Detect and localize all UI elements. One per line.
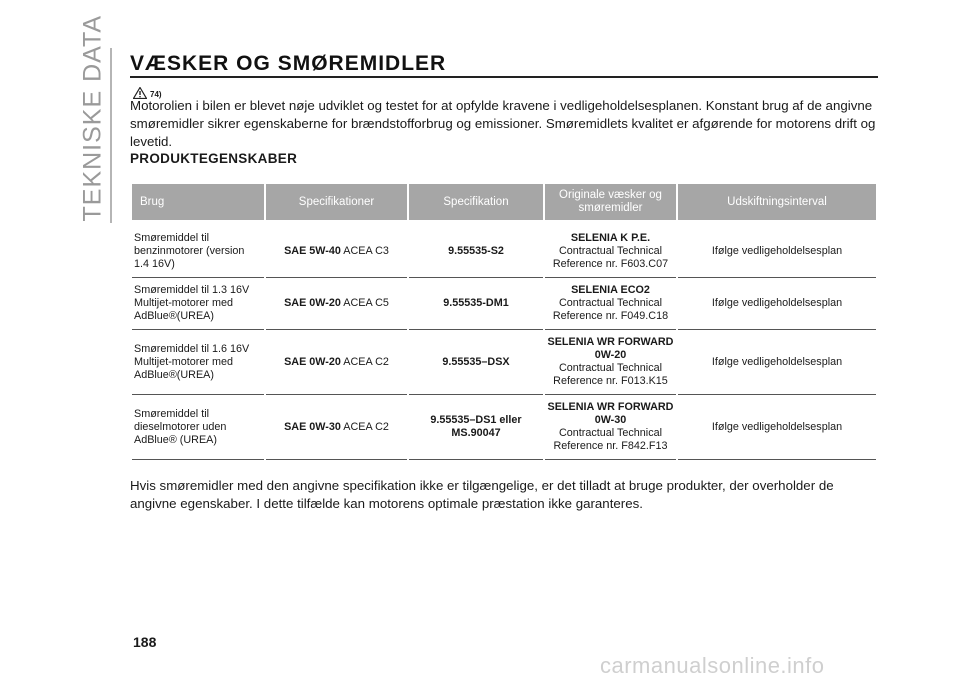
spec-sae: SAE 5W-40 — [284, 245, 341, 257]
table-row — [132, 330, 876, 395]
cell-code: 9.55535-DM1 — [409, 278, 543, 330]
header-specifications: Specifikationer — [266, 184, 407, 220]
page-title: VÆSKER OG SMØREMIDLER — [130, 52, 447, 75]
header-interval: Udskiftningsinterval — [678, 184, 876, 220]
intro-paragraph: Motorolien i bilen er blevet nøje udviklet og testet for at opfylde kravene i vedligeholdelsesplanen. Konstant brug af de angivne smøremidler sikrer egenskaberne for brændstofforbrug og emissioner. Smøremidlets kvalitet er afgørende for motorens drift og levetid. — [130, 98, 876, 149]
product-reference: Contractual Technical Reference nr. F842.F13 — [553, 427, 668, 452]
watermark: carmanualsonline.info — [600, 653, 825, 678]
cell-use: Smøremiddel til 1.3 16V Multijet-motorer med AdBlue®(UREA) — [132, 278, 264, 330]
section-divider — [110, 48, 112, 223]
title-rule — [130, 76, 878, 78]
table-row — [132, 395, 876, 460]
section-subheading: PRODUKTEGENSKABER — [130, 151, 298, 166]
cell-use: Smøremiddel til 1.6 16V Multijet-motorer med AdBlue®(UREA) — [132, 330, 264, 395]
cell-product — [545, 278, 676, 330]
product-reference: Contractual Technical Reference nr. F603.C07 — [552, 245, 669, 270]
product-name: SELENIA WR FORWARD 0W-30 — [547, 401, 674, 426]
cell-code: 9.55535-S2 — [409, 220, 543, 278]
product-name: SELENIA K P.E. — [570, 232, 651, 244]
spec-sae: SAE 0W-30 — [284, 420, 341, 433]
spec-sae: SAE 0W-20 — [284, 355, 341, 368]
cell-spec — [266, 220, 407, 278]
section-tab-label: TEKNISKE DATA — [78, 14, 107, 222]
cell-interval: Ifølge vedligeholdelsesplan — [678, 220, 876, 278]
cell-product — [545, 395, 676, 460]
section-tab — [78, 14, 108, 222]
cell-interval: Ifølge vedligeholdelsesplan — [678, 330, 876, 395]
product-name: SELENIA WR FORWARD 0W-20 — [547, 336, 674, 361]
cell-product — [545, 220, 676, 278]
header-use: Brug — [132, 184, 264, 220]
spec-acea: ACEA C2 — [340, 355, 389, 368]
footer-note: Hvis smøremidler med den angivne specifikation ikke er tilgængelige, er det tilladt at bruge produkter, der overholder de angivne egenskaber. I dette tilfælde kan motorens optimale præstation ikke garanteres. — [130, 478, 834, 511]
cell-use: Smøremiddel til benzinmotorer (version 1.4 16V) — [132, 220, 264, 278]
warning-reference: 74) — [150, 90, 162, 99]
product-reference: Contractual Technical Reference nr. F049.C18 — [552, 297, 669, 322]
product-name: SELENIA ECO2 — [571, 284, 650, 296]
product-table — [130, 184, 878, 460]
cell-spec — [266, 330, 407, 395]
cell-interval: Ifølge vedligeholdelsesplan — [678, 395, 876, 460]
product-reference: Contractual Technical Reference nr. F013.K15 — [553, 362, 668, 387]
spec-sae: SAE 0W-20 — [284, 297, 341, 309]
cell-product — [545, 330, 676, 395]
cell-spec — [266, 278, 407, 330]
table-header-row — [132, 184, 876, 220]
header-original-fluids: Originale væsker og smøremidler — [545, 184, 676, 220]
page-number: 188 — [133, 634, 157, 650]
cell-interval: Ifølge vedligeholdelsesplan — [678, 278, 876, 330]
cell-use: Smøremiddel til dieselmotorer uden AdBlue® (UREA) — [132, 395, 264, 460]
cell-code: 9.55535–DS1 eller MS.90047 — [409, 395, 543, 460]
cell-code: 9.55535–DSX — [409, 330, 543, 395]
table-row — [132, 278, 876, 330]
spec-acea: ACEA C3 — [340, 245, 389, 257]
spec-acea: ACEA C5 — [340, 297, 389, 309]
header-specification: Specifikation — [409, 184, 543, 220]
spec-acea: ACEA C2 — [340, 420, 389, 433]
table-row — [132, 220, 876, 278]
cell-spec — [266, 395, 407, 460]
